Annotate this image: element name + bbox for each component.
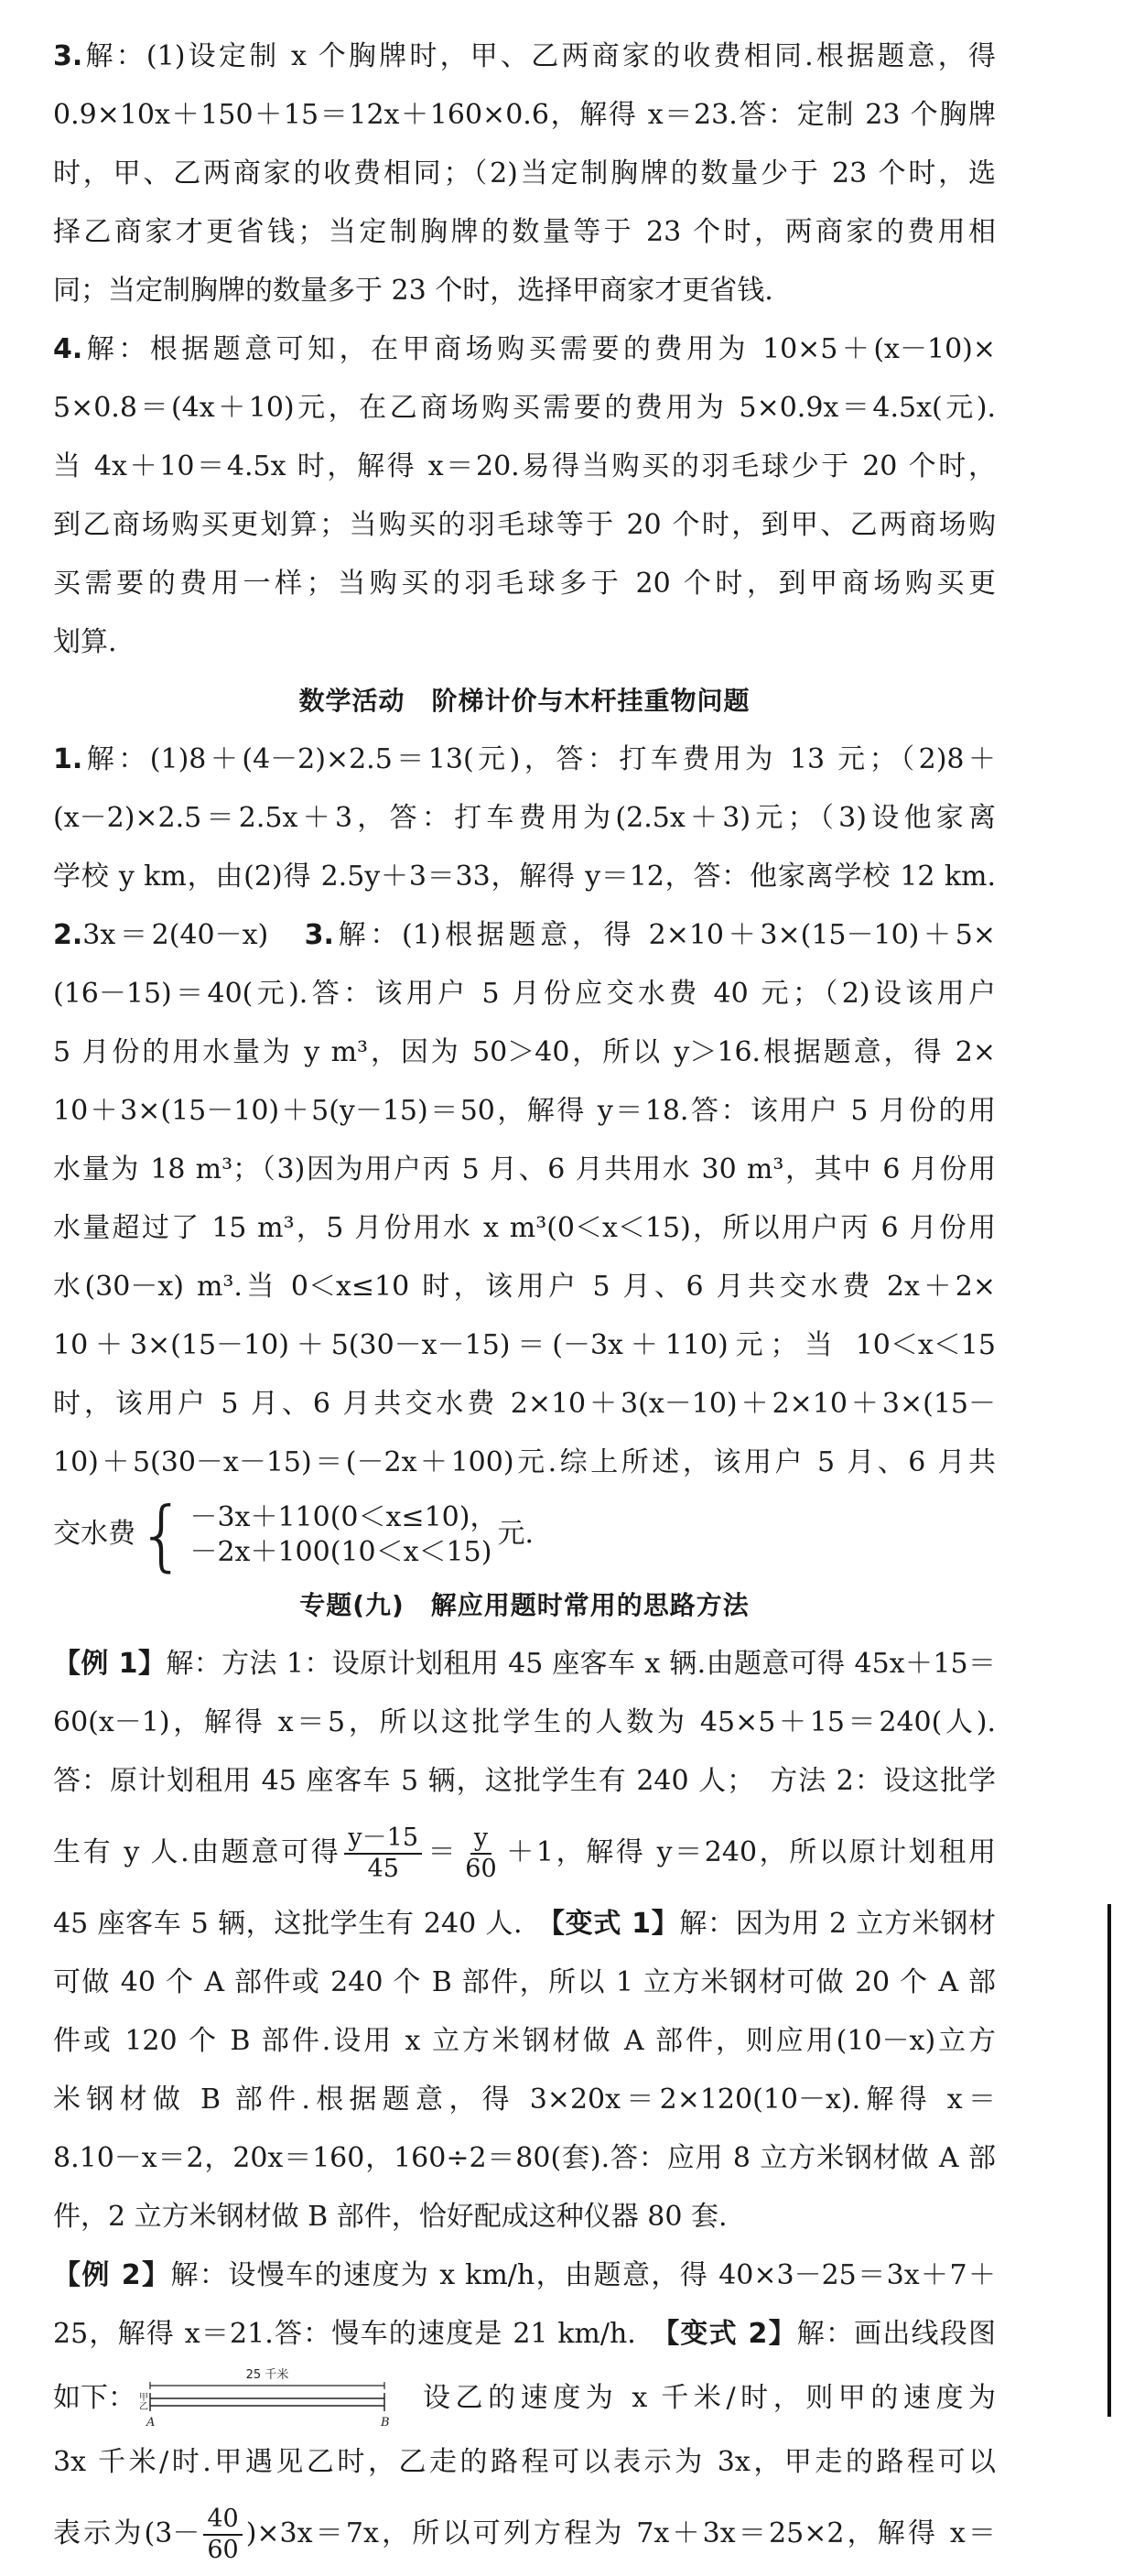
case-1: －3x＋110(0＜x≤10)， bbox=[189, 1501, 498, 1533]
party-b-label: 乙 bbox=[139, 2402, 148, 2412]
text-line: (x－2)×2.5＝2.5x＋3，答：打车费用为(2.5x＋3)元；（3)设他家离 bbox=[53, 802, 996, 834]
line-text: 解：(1)8＋(4－2)×2.5＝13(元)，答：打车费用为 13 元；（2)8＋ bbox=[82, 743, 996, 775]
segment-diagram bbox=[139, 2365, 395, 2431]
text-line: 5 月份的用水量为 y m³，因为 50＞40，所以 y＞16.根据题意，得 2× bbox=[53, 1036, 996, 1068]
line-text: 解：(1)根据题意，得 2×10＋3×(15－10)＋5× bbox=[333, 919, 996, 951]
text-line: 10＋3×(15－10)＋5(y－15)＝50，解得 y＝18.答：该用户 5 月份的用 bbox=[53, 1095, 996, 1127]
text-line: 水量为 18 m³；（3)因为用户丙 5 月、6 月共用水 30 m³，其中 6 月份用 bbox=[53, 1153, 996, 1185]
problem-number: 3. bbox=[53, 40, 83, 72]
problem-number: 1. bbox=[53, 743, 83, 775]
text-line: 10＋3×(15－10)＋5(30－x－15)＝(－3x＋110)元；当 10＜x＜15 bbox=[53, 1329, 996, 1361]
text-line: 可做 40 个 A 部件或 240 个 B 部件，所以 1 立方米钢材可做 20 个 A 部 bbox=[53, 1966, 996, 1998]
equals-sign: ＝ bbox=[426, 1836, 459, 1868]
point-a-label: A bbox=[146, 2416, 156, 2430]
text-line: (16－15)＝40(元).答：该用户 5 月份应交水费 40 元；（2)设该用户 bbox=[53, 978, 996, 1010]
text-line: 3x 千米/时.甲遇见乙时，乙走的路程可以表示为 3x，甲走的路程可以 bbox=[53, 2446, 996, 2478]
text-line bbox=[53, 2246, 996, 2305]
line-text: 25，解得 x＝21.答：慢车的速度是 21 km/h. bbox=[53, 2318, 636, 2350]
line-text: 元. bbox=[497, 1518, 534, 1550]
fraction-line bbox=[53, 2492, 996, 2576]
line-text: 解：画出线段图 bbox=[796, 2318, 996, 2350]
text-line bbox=[53, 27, 996, 86]
text-line: 5×0.8＝(4x＋10)元，在乙商场购买需要的费用为 5×0.9x＝4.5x(元). bbox=[53, 392, 996, 424]
page-edge-rule bbox=[1107, 1904, 1111, 2417]
fraction-denominator: 60 bbox=[207, 2536, 239, 2564]
text-line: 水(30－x) m³.当 0＜x≤10 时，该用户 5 月、6 月共交水费 2x＋2× bbox=[53, 1271, 996, 1303]
answer-page bbox=[53, 27, 996, 2576]
problem-3 bbox=[53, 27, 996, 320]
text-line bbox=[53, 320, 996, 379]
point-b-label: B bbox=[381, 2416, 390, 2430]
line-text: 解：方法 1：设原计划租用 45 座客车 x 辆.由题意可得 45x＋15＝ bbox=[166, 1648, 996, 1680]
topic-solutions bbox=[53, 1635, 996, 2576]
example-label: 【例 2】 bbox=[53, 2259, 171, 2291]
line-text: 45 座客车 5 辆，这批学生有 240 人. bbox=[53, 1908, 523, 1940]
fraction bbox=[461, 1824, 500, 1884]
line-text: 解：因为用 2 立方米钢材 bbox=[679, 1908, 996, 1940]
text-line bbox=[53, 1635, 996, 1694]
text-line: 到乙商场购买更划算；当购买的羽毛球等于 20 个时，到甲、乙两商场购 bbox=[53, 509, 996, 541]
text-line: 水量超过了 15 m³，5 月份用水 x m³(0＜x＜15)，所以用户丙 6 月份用 bbox=[53, 1212, 996, 1244]
text-line: 8.10－x＝2，20x＝160，160÷2＝80(套).答：应用 8 立方米钢材做 A 部 bbox=[53, 2142, 996, 2174]
text-line bbox=[53, 1895, 996, 1954]
fraction-denominator: 60 bbox=[465, 1855, 497, 1883]
distance-label: 25 千米 bbox=[245, 2368, 289, 2382]
line-text: 解：根据题意可知，在甲商场购买需要的费用为 10×5＋(x－10)× bbox=[82, 333, 996, 365]
fraction-denominator: 45 bbox=[367, 1855, 399, 1883]
fraction-numerator: y bbox=[470, 1824, 491, 1855]
example-label: 【例 1】 bbox=[53, 1648, 167, 1680]
line-text: )×3x＝7x，所以可列方程为 7x＋3x＝25×2，解得 x＝ bbox=[245, 2517, 996, 2549]
text-line: 0.9×10x＋150＋15＝12x＋160×0.6，解得 x＝23.答：定制 23 个胸牌 bbox=[53, 99, 996, 131]
fraction-numerator: 40 bbox=[203, 2505, 242, 2536]
text-line: 件或 120 个 B 部件.设用 x 立方米钢材做 A 部件，则应用(10－x)立方 bbox=[53, 2025, 996, 2057]
text-line bbox=[53, 2305, 996, 2364]
section-heading-topic: 专题(九) 解应用题时常用的思路方法 bbox=[299, 1590, 750, 1620]
variant-label: 【变式 1】 bbox=[550, 1908, 680, 1940]
text-line: 件，2 立方米钢材做 B 部件，恰好配成这种仪器 80 套. bbox=[53, 2201, 728, 2233]
section-heading-activity: 数学活动 阶梯计价与木杆挂重物问题 bbox=[298, 686, 751, 716]
line-text: 解：设慢车的速度为 x km/h，由题意，得 40×3－25＝3x＋7＋ bbox=[170, 2259, 996, 2291]
text-line: 学校 y km，由(2)得 2.5y＋3＝33，解得 y＝12，答：他家离学校 12 km. bbox=[53, 860, 996, 893]
party-a-label: 甲 bbox=[139, 2393, 148, 2403]
piecewise-expression bbox=[135, 1490, 498, 1580]
line-text: 交水费 bbox=[53, 1518, 135, 1550]
line-text: 解：(1)设定制 x 个胸牌时，甲、乙两商家的收费相同.根据题意，得 bbox=[82, 40, 996, 72]
text-line bbox=[53, 731, 996, 789]
line-text: 表示为(3－ bbox=[53, 2517, 200, 2549]
fraction-numerator: y－15 bbox=[344, 1824, 422, 1855]
text-line: 划算. bbox=[53, 626, 117, 658]
text-line: 时，该用户 5 月、6 月共交水费 2×10＋3(x－10)＋2×10＋3×(15－ bbox=[53, 1388, 996, 1420]
piecewise-line bbox=[53, 1490, 996, 1580]
fraction-line bbox=[53, 1811, 996, 1895]
line-text: 设乙的速度为 x 千米/时，则甲的速度为 bbox=[423, 2382, 996, 2414]
text-line: 米钢材做 B 部件.根据题意，得 3×20x＝2×120(10－x).解得 x＝ bbox=[53, 2084, 996, 2116]
line-text: 如下： bbox=[53, 2382, 135, 2414]
line-text: 生有 y 人.由题意可得 bbox=[53, 1836, 341, 1868]
left-brace-icon: { bbox=[137, 1490, 187, 1580]
text-line: 当 4x＋10＝4.5x 时，解得 x＝20.易得当购买的羽毛球少于 20 个时， bbox=[53, 450, 996, 482]
problem-number: 3. bbox=[304, 919, 334, 951]
text-line: 60(x－1)，解得 x＝5，所以这批学生的人数为 45×5＋15＝240(人). bbox=[53, 1706, 996, 1738]
line-text: ＋1，解得 y＝240，所以原计划租用 bbox=[503, 1836, 997, 1868]
case-2: －2x＋100(10＜x＜15) bbox=[189, 1536, 492, 1568]
fraction bbox=[203, 2505, 242, 2565]
text-line: 时，甲、乙两商家的收费相同；（2)当定制胸牌的数量少于 23 个时，选 bbox=[53, 157, 996, 189]
text-line: 10)＋5(30－x－15)＝(－2x＋100)元.综上所述，该用户 5 月、6 月共 bbox=[53, 1446, 996, 1478]
text-line: 择乙商家才更省钱；当定制胸牌的数量等于 23 个时，两商家的费用相 bbox=[53, 216, 996, 248]
problem-number: 2. bbox=[53, 919, 83, 951]
problem-4 bbox=[53, 320, 996, 672]
activity-solutions bbox=[53, 731, 996, 1580]
text-line: 买需要的费用一样；当购买的羽毛球多于 20 个时，到甲商场购买更 bbox=[53, 568, 996, 600]
variant-label: 【变式 2】 bbox=[665, 2318, 797, 2350]
fraction bbox=[344, 1824, 422, 1884]
problem-number: 4. bbox=[53, 333, 83, 365]
text-line: 答：原计划租用 45 座客车 5 辆，这批学生有 240 人； 方法 2：设这批学 bbox=[53, 1765, 996, 1797]
line-text: 3x＝2(40－x) bbox=[82, 919, 269, 951]
text-line: 同；当定制胸牌的数量多于 23 个时，选择甲商家才更省钱. bbox=[53, 275, 773, 307]
segment-diagram-line bbox=[53, 2364, 996, 2433]
text-line bbox=[53, 906, 996, 965]
